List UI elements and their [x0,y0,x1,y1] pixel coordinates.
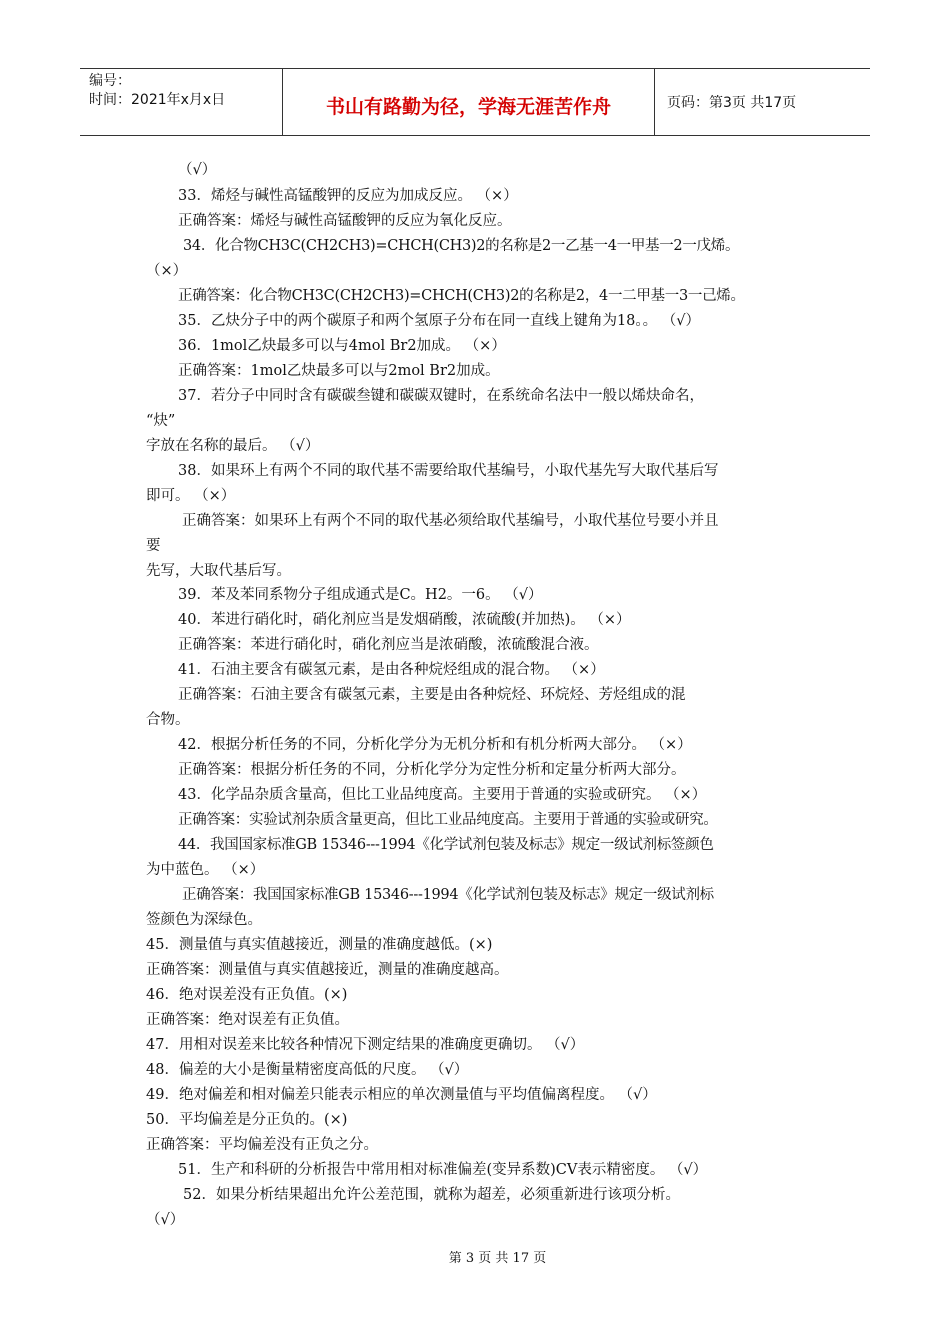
text-line: 为中蓝色。 （×） [146,862,265,878]
text-line: “炔” [146,413,176,429]
text-line: 正确答案：绝对误差有正负值。 [146,1012,349,1028]
text-line: （√） [146,1212,185,1228]
text-line: 52．如果分析结果超出允许公差范围，就称为超差，必须重新进行该项分析。 [183,1187,680,1203]
text-line: 40．苯进行硝化时，硝化剂应当是发烟硝酸，浓硫酸(并加热)。 （×） [178,612,631,628]
footer-page-number: 第 3 页 共 17 页 [448,1251,547,1266]
text-line: 正确答案：苯进行硝化时，硝化剂应当是浓硝酸，浓硫酸混合液。 [178,637,599,653]
text-line: 正确答案：平均偏差没有正负之分。 [146,1137,378,1153]
text-line: 48．偏差的大小是衡量精密度高低的尺度。 （√） [146,1062,469,1078]
text-line: 45．测量值与真实值越接近，测量的准确度越低。(×) [146,937,493,953]
text-line: （√） [178,162,217,178]
text-line: 35．乙炔分子中的两个碳原子和两个氢原子分布在同一直线上键角为18。。 （√） [178,313,700,329]
text-line: 即可。 （×） [146,488,236,504]
text-line: 正确答案：化合物CH3C(CH2CH3)=CHCH(CH3)2的名称是2，4一二甲基一3一己烯。 [178,288,745,304]
text-line: 50．平均偏差是分正负的。(×) [146,1112,348,1128]
text-line: 39．苯及苯同系物分子组成通式是C。H2。一6。 （√） [178,587,543,603]
text-line: 44．我国国家标准GB 15346---1994《化学试剂包装及标志》规定一级试剂标签颜色 [178,837,714,853]
text-line: 51．生产和科研的分析报告中常用相对标准偏差(变异系数)CV表示精密度。 （√） [178,1162,708,1178]
text-line: 37．若分子中同时含有碳碳叁键和碳碳双键时，在系统命名法中一般以烯炔命名， [178,388,704,404]
text-line: （×） [146,263,188,279]
text-line: 36．1mol乙炔最多可以与4mol Br2加成。 （×） [178,338,506,354]
text-line: 正确答案：我国国家标准GB 15346---1994《化学试剂包装及标志》规定一级试剂标 [182,887,714,903]
text-line: 正确答案：实验试剂杂质含量更高，但比工业品纯度高。主要用于普通的实验或研究。 [178,812,718,828]
text-line: 签颜色为深绿色。 [146,912,262,928]
text-line: 正确答案：1mol乙炔最多可以与2mol Br2加成。 [178,363,500,379]
page-footer [0,1247,950,1266]
text-line: 先写，大取代基后写。 [146,563,291,579]
text-line: 33．烯烃与碱性高锰酸钾的反应为加成反应。 （×） [178,188,518,204]
date-label: 时间：2021年x月x日 [89,92,226,108]
text-line: 要 [146,538,161,554]
text-line: 正确答案：石油主要含有碳氢元素，主要是由各种烷烃、环烷烃、芳烃组成的混 [178,687,686,703]
motto-text: 书山有路勤为径，学海无涯苦作舟 [325,95,611,118]
text-line: 正确答案：烯烃与碱性高锰酸钾的反应为氧化反应。 [178,213,512,229]
text-line: 字放在名称的最后。 （√） [146,438,320,454]
serial-number-label: 编号： [89,73,131,89]
text-line: 34．化合物CH3C(CH2CH3)=CHCH(CH3)2的名称是2一乙基一4一甲基一2一戊烯。 [183,238,740,254]
text-line: 49．绝对偏差和相对偏差只能表示相应的单次测量值与平均值偏离程度。 （√） [146,1087,657,1103]
text-line: 正确答案：根据分析任务的不同，分析化学分为定性分析和定量分析两大部分。 [178,762,686,778]
text-line: 43．化学品杂质含量高，但比工业品纯度高。主要用于普通的实验或研究。 （×） [178,787,707,803]
text-line: 38．如果环上有两个不同的取代基不需要给取代基编号，小取代基先写大取代基后写 [178,463,719,479]
page-info-text: 页码：第3页 共17页 [667,95,797,111]
text-line: 41．石油主要含有碳氢元素，是由各种烷烃组成的混合物。 （×） [178,662,605,678]
text-line: 47．用相对误差来比较各种情况下测定结果的准确度更确切。 （√） [146,1037,585,1053]
text-line: 正确答案：测量值与真实值越接近，测量的准确度越高。 [146,962,509,978]
text-line: 46．绝对误差没有正负值。(×) [146,987,348,1003]
text-line: 合物。 [146,712,190,728]
text-line: 42．根据分析任务的不同，分析化学分为无机分析和有机分析两大部分。 （×） [178,737,692,753]
text-line: 正确答案：如果环上有两个不同的取代基必须给取代基编号，小取代基位号要小并且 [182,513,719,529]
